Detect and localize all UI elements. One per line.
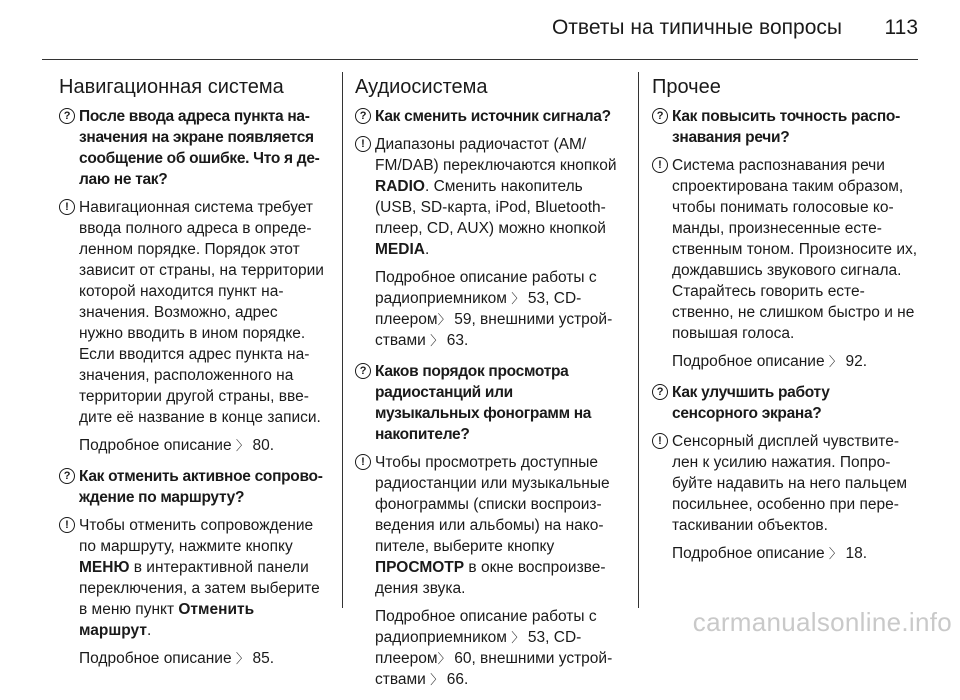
ui-label: МЕНЮ xyxy=(79,559,130,576)
question-circle-icon: ? xyxy=(355,363,371,379)
arrow-right-icon: 〉 xyxy=(437,312,455,327)
question xyxy=(652,382,918,424)
reference-page: 59, внешними устройствами xyxy=(375,311,613,349)
question-circle-icon: ? xyxy=(652,384,668,400)
ui-label: ПРОСМОТР xyxy=(375,559,465,576)
page-number: 113 xyxy=(884,16,918,39)
column-divider-1 xyxy=(342,72,343,608)
question-circle-icon: ? xyxy=(59,108,75,124)
exclamation-circle-icon: ! xyxy=(355,454,371,470)
reference xyxy=(59,435,325,456)
reference-text: Подробное описание xyxy=(672,353,825,370)
text-run: Как сменить источник сигнала? xyxy=(375,108,611,125)
answer xyxy=(652,155,918,344)
section-title: Навигационная система xyxy=(59,76,284,98)
reference-page: 18. xyxy=(845,545,868,562)
text-run: Как улучшить работу сенсорного экрана? xyxy=(672,384,830,422)
exclamation-circle-icon: ! xyxy=(355,136,371,152)
question xyxy=(355,361,621,445)
watermark: carmanualsonline.info xyxy=(692,607,952,637)
question xyxy=(355,106,621,127)
reference-text: Подробное описание работы с радиоприемником xyxy=(375,269,597,307)
reference-page: 53, CD-плеером xyxy=(375,629,582,667)
question-circle-icon: ? xyxy=(652,108,668,124)
text-run: Сенсорный дисплей чувствителен к усилию нажатия. Попробуйте надавить на него пальцем посильнее, особенно при перетаскивании объектов. xyxy=(672,433,908,534)
exclamation-circle-icon: ! xyxy=(59,517,75,533)
arrow-right-icon: 〉 xyxy=(235,651,253,666)
text-run: в окне воспроизведения звука. xyxy=(375,559,606,597)
arrow-right-icon: 〉 xyxy=(430,672,447,687)
text-run: . Сменить накопитель (USB, SD-карта, iPod, Bluetooth-плеер, CD, AUX) можно кнопкой xyxy=(375,178,606,237)
section-title: Аудиосистема xyxy=(355,76,488,98)
column-divider-2 xyxy=(638,72,639,608)
answer xyxy=(59,197,325,428)
reference-page: 85. xyxy=(252,650,275,667)
question-circle-icon: ? xyxy=(355,108,371,124)
reference-text: Подробное описание работы с радиоприемником xyxy=(375,608,597,646)
text-run: в интерактивной панели переключения, а затем выберите в меню пункт xyxy=(79,559,320,618)
arrow-right-icon: 〉 xyxy=(437,651,455,666)
text-run: . xyxy=(146,622,152,639)
text-run: Система распознавания речи спроектирована таким образом, чтобы понимать голосовые команды, произнесенные естественным тоном. Произносите их, дождавшись звукового сигнала. Старайтесь говорить естественно, не слишком быстро и не повышая голоса. xyxy=(672,157,918,342)
question xyxy=(652,106,918,148)
text-run: Диапазоны радиочастот (AM/ FM/DAB) переключаются кнопкой xyxy=(375,136,617,174)
reference-page: 63. xyxy=(446,332,469,349)
exclamation-circle-icon: ! xyxy=(652,157,668,173)
answer xyxy=(652,431,918,536)
column-navigation xyxy=(59,74,325,679)
question-circle-icon: ? xyxy=(59,468,75,484)
reference xyxy=(652,351,918,372)
text-run: Чтобы отменить сопровождение по маршруту, нажмите кнопку xyxy=(79,517,314,555)
reference-page: 53, CD-плеером xyxy=(375,290,582,328)
reference xyxy=(652,543,918,564)
arrow-right-icon: 〉 xyxy=(511,291,528,306)
header-divider xyxy=(42,59,918,60)
exclamation-circle-icon: ! xyxy=(59,199,75,215)
arrow-right-icon: 〉 xyxy=(235,438,253,453)
reference-text: Подробное описание xyxy=(672,545,825,562)
text-run: Как повысить точность распознавания речи? xyxy=(672,108,901,146)
section-title: Прочее xyxy=(652,76,721,98)
text-run: Навигационная система требует ввода полного адреса в определенном порядке. Порядок этот зависит от страны, на территории которой находится пункт назначения. Возможно, адрес нужно вводить в ином порядке. Если вводится адрес пункта назначения, расположенного на территории другой страны, введите её название в конце записи. xyxy=(79,199,324,426)
reference xyxy=(355,267,621,351)
header-title: Ответы на типичные вопросы xyxy=(551,16,842,39)
reference-page: 66. xyxy=(446,671,469,688)
arrow-right-icon: 〉 xyxy=(430,333,447,348)
text-run: Чтобы просмотреть доступные радиостанции или музыкальные фонограммы (списки воспроизведения или альбомы) на накопителе, выберите кнопку xyxy=(375,454,610,555)
question xyxy=(59,466,325,508)
question xyxy=(59,106,325,190)
arrow-right-icon: 〉 xyxy=(828,546,846,561)
answer xyxy=(355,452,621,599)
arrow-right-icon: 〉 xyxy=(828,354,846,369)
text-run: После ввода адреса пункта назначения на экране появляется сообщение об ошибке. Что я делаю не так? xyxy=(79,108,320,188)
ui-label: MEDIA xyxy=(375,241,425,258)
reference xyxy=(59,648,325,669)
reference-page: 60, внешними устройствами xyxy=(375,650,613,688)
exclamation-circle-icon: ! xyxy=(652,433,668,449)
text-run: Каков порядок просмотра радиостанций или музыкальных фонограмм на накопителе? xyxy=(375,363,592,443)
column-other xyxy=(652,74,918,574)
text-run: . xyxy=(424,241,430,258)
answer xyxy=(355,134,621,260)
arrow-right-icon: 〉 xyxy=(511,630,528,645)
column-audio xyxy=(355,74,621,700)
answer xyxy=(59,515,325,641)
text-run: Как отменить активное сопровождение по маршруту? xyxy=(79,468,323,506)
reference-text: Подробное описание xyxy=(79,650,232,667)
reference-text: Подробное описание xyxy=(79,437,232,454)
reference-page: 92. xyxy=(845,353,868,370)
ui-label: RADIO xyxy=(375,178,425,195)
ui-label: Отменить маршрут xyxy=(79,601,255,639)
reference-page: 80. xyxy=(252,437,275,454)
reference xyxy=(355,606,621,690)
